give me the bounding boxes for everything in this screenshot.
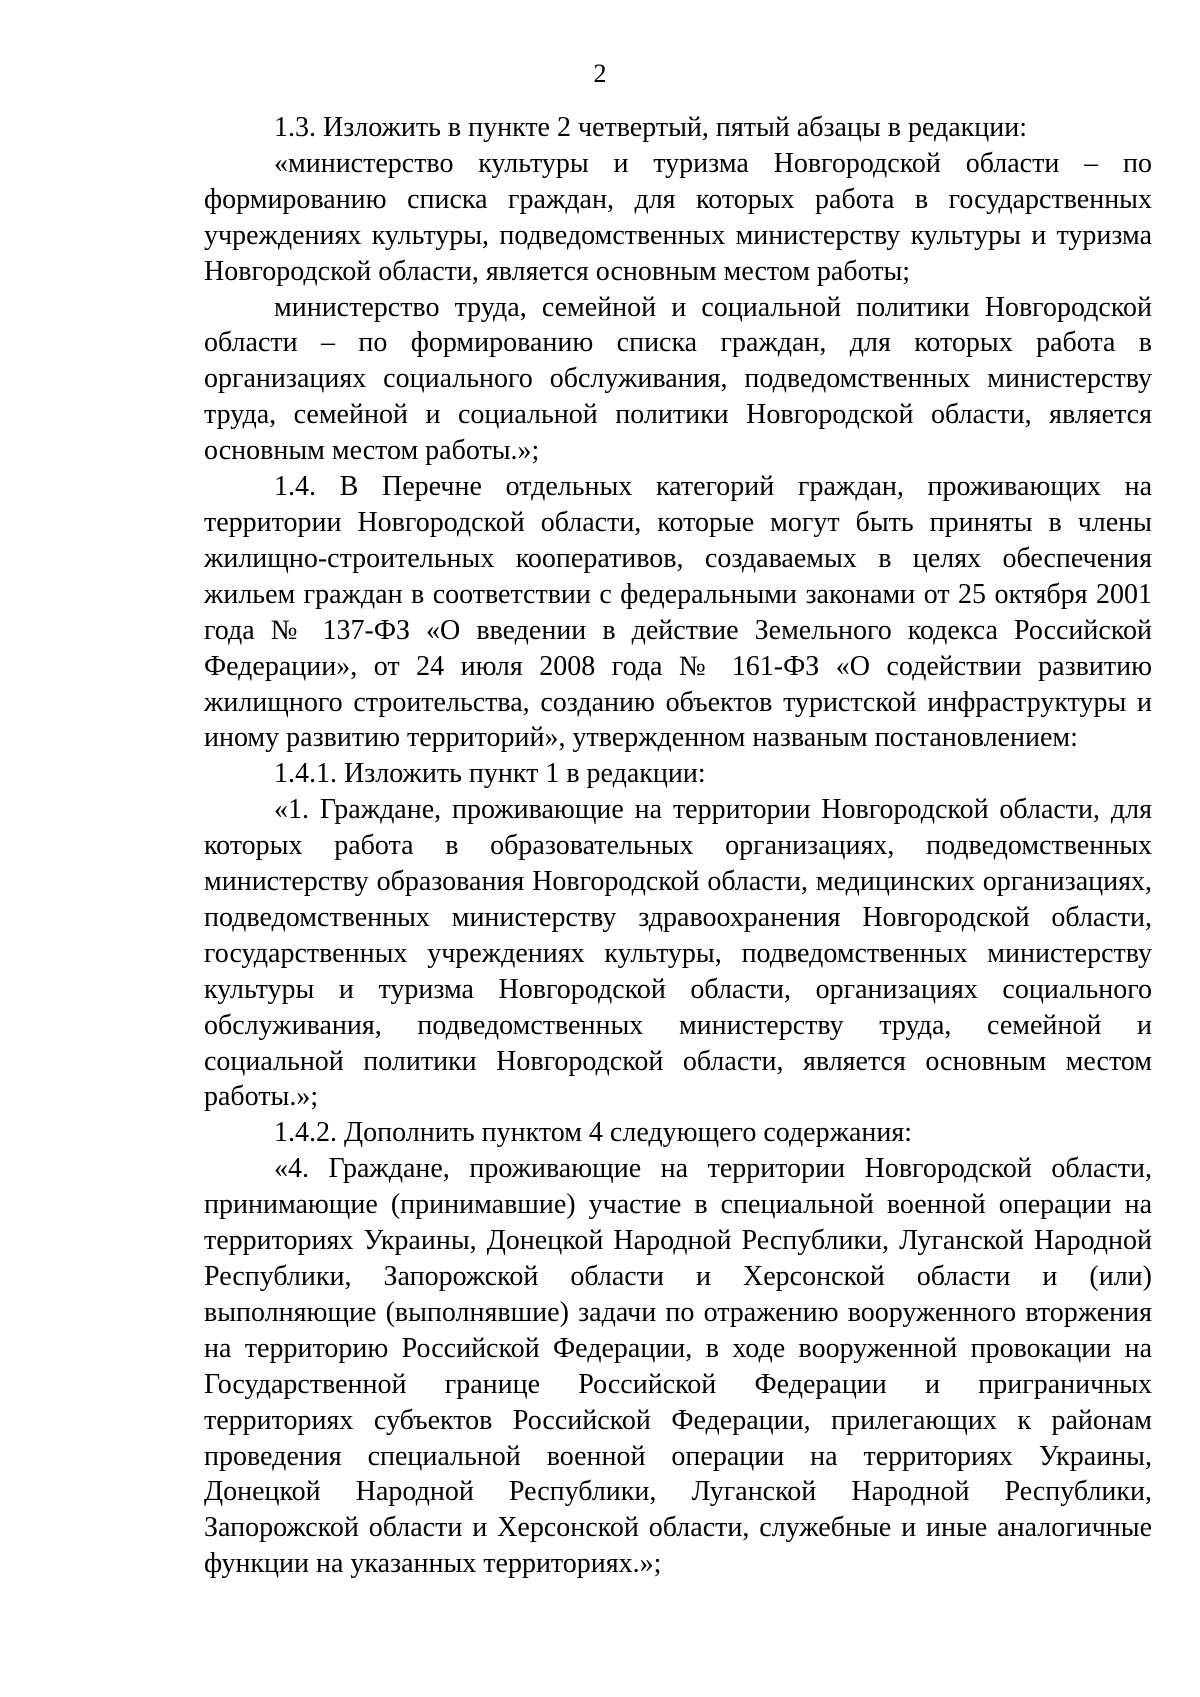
paragraph-item-4: «4. Граждане, проживающие на территории Новгородской области, принимающие (принимавшие) участие в специальной военной операции на территориях Украины, Донецкой Народной Республики, Луганской Народной Республики, Запорожской области и Херсонской области и (или) выполняющие (выполнявшие) задачи по отражению вооруженного вторжения на территорию Российской Федерации, в ходе вооруженной провокации на Государственной границе Российской Федерации и приграничных территориях субъектов Российской Федерации, прилегающих к районам проведения специальной военной операции на территориях Украины, Донецкой Народной Республики, Луганской Народной Республики, Запорожской области и Херсонской области, служебные и иные аналогичные функции на указанных территориях.»; — [204, 1153, 1152, 1580]
paragraph-ministry-labor: министерство труда, семейной и социальной политики Новгородской области – по формированию списка граждан, для которых работа в организациях социального обслуживания, подведомственных министерству труда, семейной и социальной политики Новгородской области, является основным местом работы.»; — [204, 291, 1152, 467]
page-number: 2 — [593, 59, 607, 88]
document-body — [204, 110, 1152, 1582]
paragraph-ministry-culture: «министерство культуры и туризма Новгородской области – по формированию списка граждан, для которых работа в государственных учреждениях культуры, подведомственных министерству культуры и туризма Новгородской области, является основным местом работы; — [204, 147, 1152, 287]
paragraph-1-3: 1.3. Изложить в пункте 2 четвертый, пятый абзацы в редакции: — [274, 112, 1028, 143]
paragraph-1-4-1: 1.4.1. Изложить пункт 1 в редакции: — [274, 758, 706, 790]
paragraph-1-4-2: 1.4.2. Дополнить пунктом 4 следующего содержания: — [274, 1117, 913, 1149]
paragraph-1-4: 1.4. В Перечне отдельных категорий граждан, проживающих на территории Новгородской области, которые могут быть приняты в члены жилищно-строительных кооперативов, создаваемых в целях обеспечения жильем граждан в соответствии с федеральными законами от 25 октября 2001 года № 137-ФЗ «О введении в действие Земельного кодекса Российской Федерации», от 24 июля 2008 года № 161-ФЗ «О содействии развитию жилищного строительства, созданию объектов туристской инфраструктуры и иному развитию территорий», утвержденном названым постановлением: — [204, 471, 1152, 754]
paragraph-item-1: «1. Граждане, проживающие на территории Новгородской области, для которых работа в образовательных организациях, подведомственных министерству образования Новгородской области, медицинских организациях, подведомственных министерству здравоохранения Новгородской области, государственных учреждениях культуры, подведомственных министерству культуры и туризма Новгородской области, организациях социального обслуживания, подведомственных министерству труда, семейной и социальной политики Новгородской области, является основным местом работы.»; — [204, 794, 1152, 1113]
